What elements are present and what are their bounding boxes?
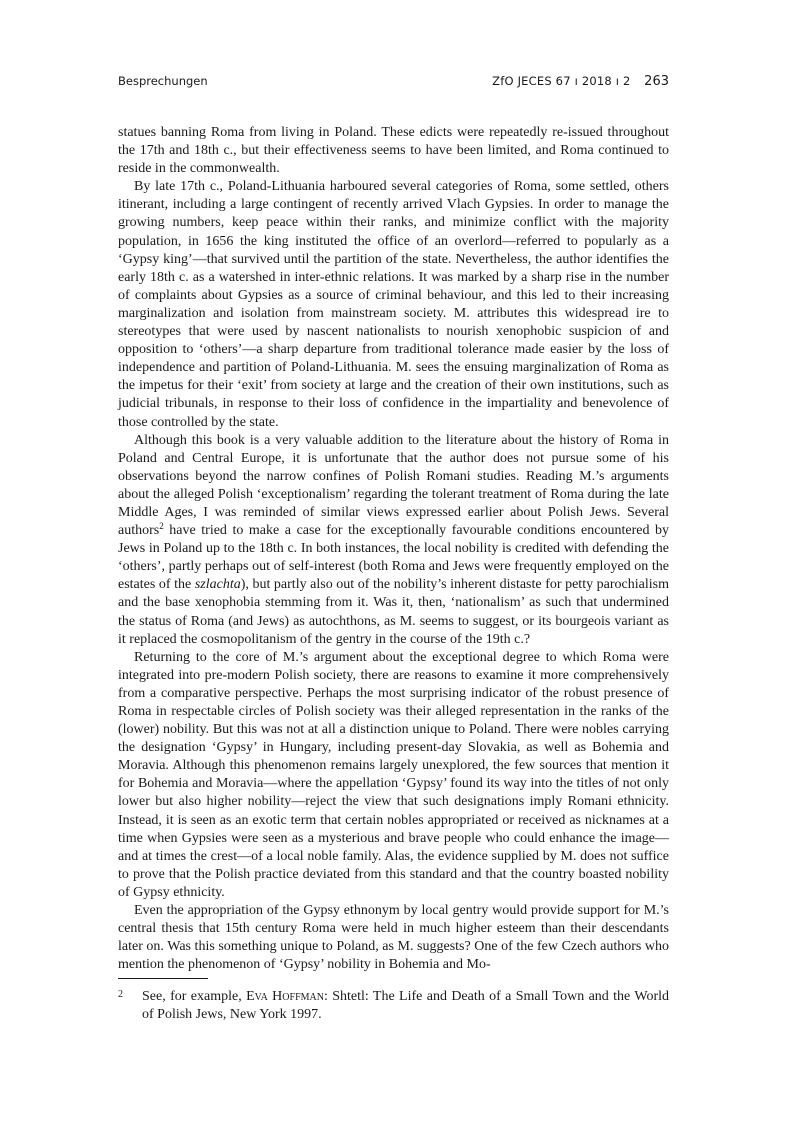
paragraph-text: ), but partly also out of the nobility’s inherent distaste for petty parochialism and the base xenophobia stemming from it. Was it, then, ‘nationalism’ as such that undermined the status of Roma (and Jews) as autochthons, as M. seems to suggest, or its bourgeois variant as it replaced the cosmopolitanism of the gentry in the course of the 19th c.?: [118, 577, 669, 647]
paragraph: [118, 432, 669, 649]
italic-term: szlachta: [194, 577, 241, 593]
paragraph: statues banning Roma from living in Poland. These edicts were repeatedly re-issued throughout the 17th and 18th c., but their effectiveness seems to have been limited, and Roma continued to reside in the commonwealth.: [118, 125, 669, 177]
journal-issue: ZfO JECES 67 ı 2018 ı 2: [492, 74, 631, 88]
footnote-author: [246, 989, 324, 1004]
running-header: [118, 74, 669, 92]
paragraph: By late 17th c., Poland-Lithuania harboured several categories of Roma, some settled, others itinerant, including a large contingent of recently arrived Vlach Gypsies. In order to manage the growing numbers, keep peace within their ranks, and minimize conflict with the majority population, in 1656 the king instituted the office of an overlord—referred to popularly as a ‘Gypsy king’—that survived until the partition of the state. Nevertheless, the author identifies the early 18th c. as a watershed in inter-ethnic relations. It was marked by a sharp rise in the number of complaints about Gypsies as a source of criminal behaviour, and this led to their increasing marginalization and isolation from mainstream society. M. attributes this widespread ire to stereotypes that were used by nascent nationalists to nourish xenophobic suspicion of and opposition to ‘others’—a sharp departure from traditional tolerance made easier by the loss of independence and partition of Poland-Lithuania. M. sees the ensuing marginalization of Roma as the impetus for their ‘exit’ from society at large and the creation of their own institutions, such as judicial tribunals, in response to their loss of confidence in the impartiality and benevolence of those controlled by the state.: [118, 179, 669, 430]
footnote-number: 2: [118, 989, 123, 1000]
section-title: Besprechungen: [118, 74, 208, 88]
paragraph-text: have tried to make a case for the exceptionally favourable conditions encountered by Jews in Poland up to the 18th c. In both instances, the local nobility is credited with defending the ‘others’, partly perhaps out of self-interest (both Roma and Jews were frequently employed on the estates of the: [118, 523, 669, 593]
author-initial: E: [246, 989, 255, 1004]
journal-reference: [492, 74, 669, 89]
main-text: [118, 124, 669, 974]
author-name-part: va: [254, 989, 273, 1004]
paragraph: Even the appropriation of the Gypsy ethnonym by local gentry would provide support for M.’s central thesis that 15th century Roma were held in much higher esteem than their descendants later on. Was this something unique to Poland, as M. suggests? One of the few Czech authors who mention the phenomenon of ‘Gypsy’ nobility in Bohemia and Mo-: [118, 903, 669, 973]
author-initial: H: [272, 989, 283, 1004]
paragraph: Returning to the core of M.’s argument about the exceptional degree to which Roma were integrated into pre-modern Polish society, there are reasons to examine it more comprehensively from a comparative perspective. Perhaps the most surprising indicator of the robust presence of Roma in respectable circles of Polish society was their alleged representation in the ranks of the (lower) nobility. But this was not at all a distinction unique to Poland. There were nobles carrying the designation ‘Gypsy’ in Hungary, including present-day Slovakia, as well as Bohemia and Moravia. Although this phenomenon remains largely unexplored, the few sources that mention it for Bohemia and Moravia—where the appellation ‘Gypsy’ found its way into the titles of not only lower but also higher nobility—reject the view that such designations imply Romani ethnicity. Instead, it is seen as an exotic term that certain nobles appropriated or received as nicknames at a time when Gypsies were seen as a mysterious and brave people who could enhance the image—and at times the crest—of a local noble family. Alas, the evidence supplied by M. does not suffice to prove that the Polish practice deviated from this standard and that the country boasted nobility of Gypsy ethnicity.: [118, 649, 669, 900]
paragraph-text: Although this book is a very valuable addition to the literature about the history of Roma in Poland and Central Europe, it is unfortunate that the author does not pursue some of his observations beyond the narrow confines of Polish Romani studies. Reading M.’s arguments about the alleged Polish ‘exceptionalism’ regarding the tolerant treatment of Roma during the late Middle Ages, I was reminded of similar views expressed earlier about Polish Jews. Several authors: [118, 432, 669, 539]
footnote-reference[interactable]: 2: [159, 521, 164, 532]
footnote-citation: : Shtetl: The Life and Death of a Small Town and the World of Polish Jews, New York 1997.: [142, 989, 670, 1023]
footnote-text: [142, 988, 669, 1024]
author-name-part: offman: [282, 989, 324, 1004]
footnote-separator: [118, 978, 208, 979]
page-number: 263: [644, 74, 669, 89]
footnote: [118, 988, 669, 1024]
footnote-prefix: See, for example,: [142, 989, 247, 1004]
